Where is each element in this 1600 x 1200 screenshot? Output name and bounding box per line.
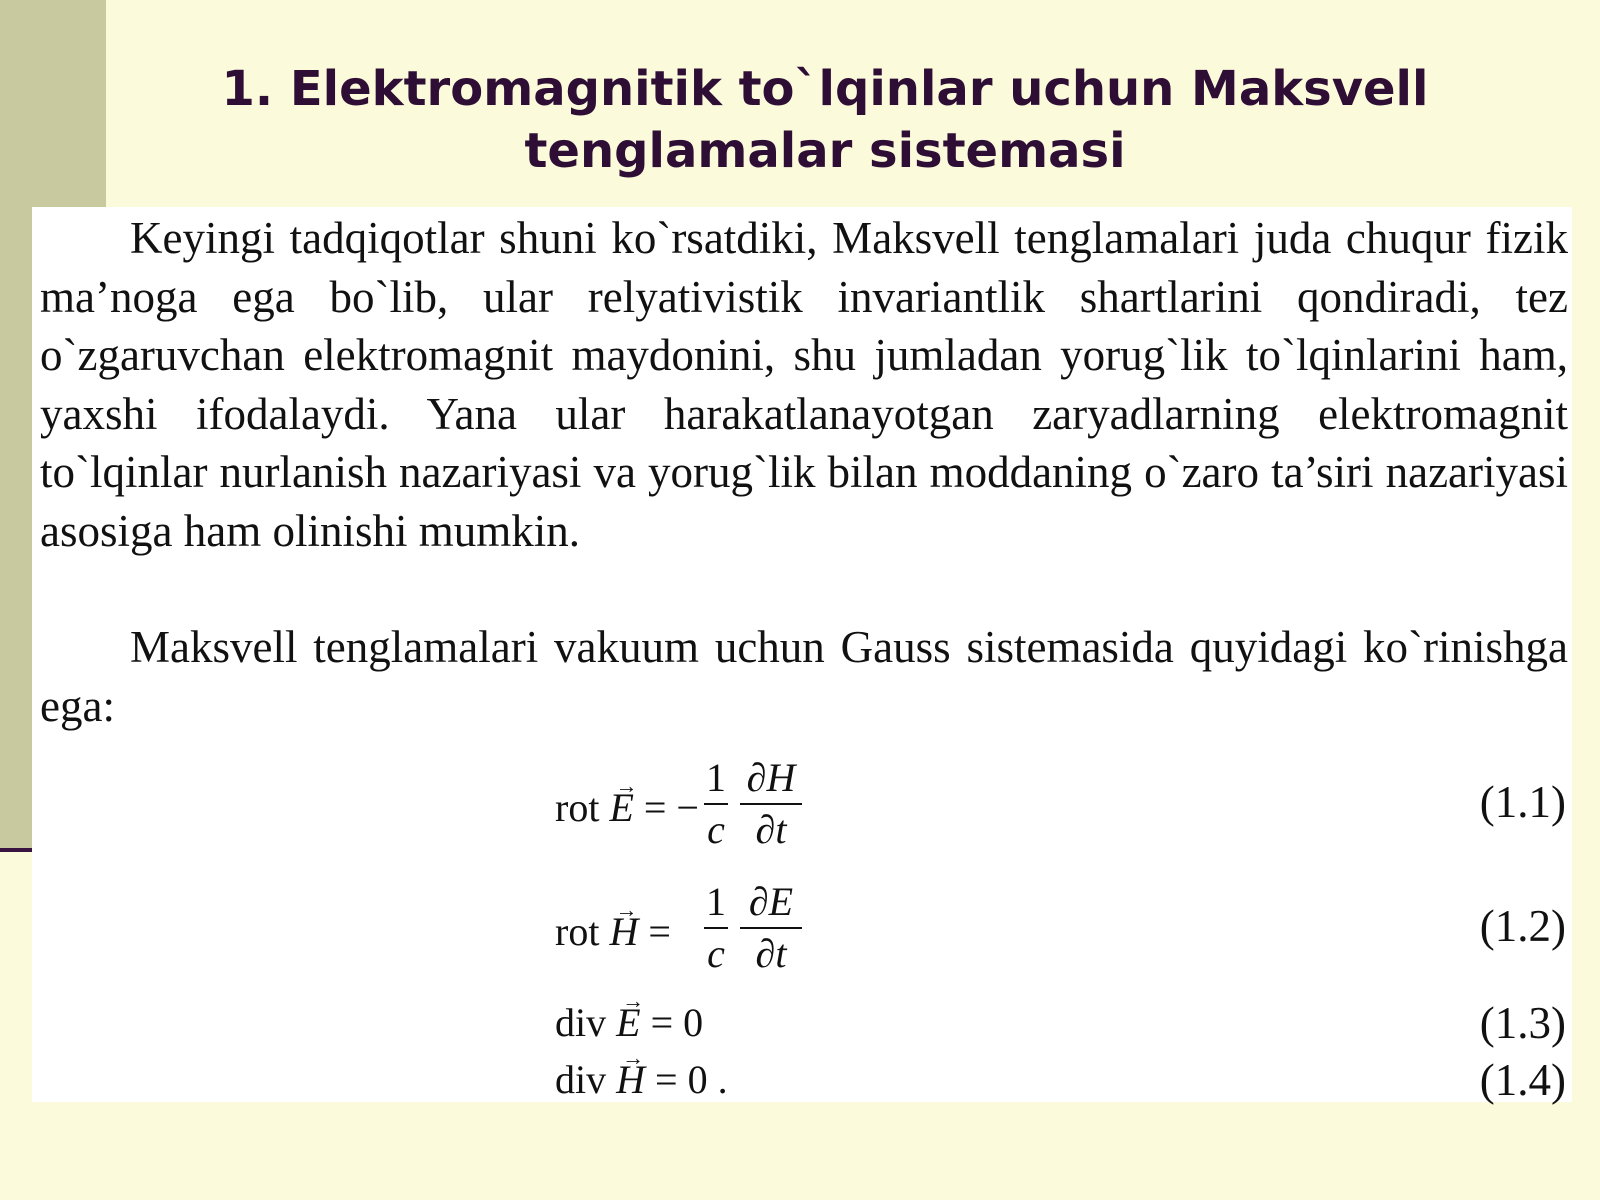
paragraph-gauss: Maksvell tenglamalari vakuum uchun Gauss sistemasida quyidagi ko`rinishga ega: [40,622,1568,731]
equals-sign: = − [643,785,699,830]
operator-text: rot [555,785,600,830]
fraction-numerator: ∂H [746,755,796,800]
vector-symbol: → E [616,1000,640,1046]
fraction-bar [704,927,728,929]
fraction-bar [740,927,802,929]
equation-number: (1.1) [1479,777,1566,827]
content-panel [32,207,1572,1105]
fraction-denominator: c [707,930,725,976]
equation-number: (1.3) [1479,998,1566,1048]
vector-symbol: → E [609,785,633,831]
fraction-numerator: 1 [706,879,726,924]
equals-zero: = 0 . [655,1057,728,1102]
equals-sign: = [648,909,671,954]
operator-text: rot [555,909,600,954]
operator-text: div [555,1057,607,1102]
fraction-derivative [740,879,802,977]
fraction-coefficient [704,755,728,853]
fraction-denominator: ∂t [755,806,787,852]
fraction-denominator: c [707,806,725,852]
fraction-numerator: ∂E [748,879,794,924]
fraction-derivative [740,755,802,853]
vector-symbol: → H [609,909,638,955]
title-line-2: tenglamalar sistemasi [524,123,1126,179]
fraction-numerator: 1 [706,755,726,800]
slide-side-rule [0,848,32,852]
vector-symbol: → H [616,1057,645,1103]
equation-number: (1.4) [1479,1055,1566,1105]
title-line-1: 1. Elektromagnitik to`lqinlar uchun Maksvell [221,61,1429,117]
equation-number: (1.2) [1479,901,1566,951]
operator-text: div [555,1000,607,1045]
equals-zero: = 0 [650,1000,704,1045]
fraction-bar [704,803,728,805]
fraction-bar [740,803,802,805]
fraction-coefficient [704,879,728,977]
fraction-denominator: ∂t [755,930,787,976]
paragraph-intro: Keyingi tadqiqotlar shuni ko`rsatdiki, Maksvell tenglamalari juda chuqur fizik ma’noga ega bo`lib, ular relyativistik invariantlik shartlarini qondiradi, tez o`zgaruvchan elektromagnit maydonini, shu jumladan yorug`lik to`lqinlarini ham, yaxshi ifodalaydi. Yana ular harakatlanayotgan zaryadlarning elektromagnit to`lqinlar nurlanish nazariyasi va yorug`lik bilan moddaning o`zaro ta’siri nazariyasi asosiga ham olinishi mumkin. [40,213,1568,556]
slide-title [150,58,1500,182]
